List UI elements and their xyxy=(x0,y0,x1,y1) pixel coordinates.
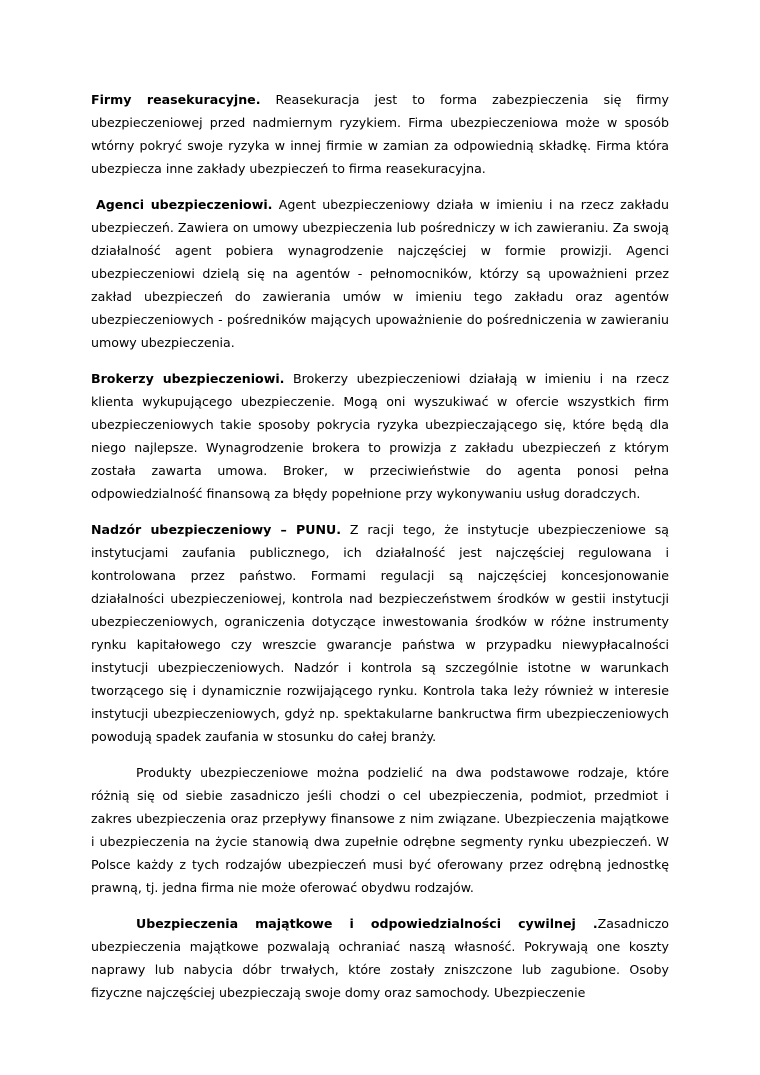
text-property-insurance: Zasadniczo ubezpieczenia majątkowe pozwalają ochraniać naszą własność. Pokrywają one koszty naprawy lub nabycia dóbr trwałych, które zostały zniszczone lub zagubione. Osoby fizyczne najczęściej ubezpieczają swoje domy oraz samochody. Ubezpieczenie xyxy=(91,916,669,1000)
paragraph-brokers xyxy=(91,367,669,505)
heading-supervision: Nadzór ubezpieczeniowy – PUNU. xyxy=(91,522,342,537)
heading-property-insurance: Ubezpieczenia majątkowe i odpowiedzialności cywilnej . xyxy=(136,916,598,931)
heading-reinsurance: Firmy reasekuracyjne. xyxy=(91,92,261,107)
text-supervision: Z racji tego, że instytucje ubezpieczeniowe są instytucjami zaufania publicznego, ich działalność jest najczęściej regulowana i kontrolowana przez państwo. Formami regulacji są najczęściej koncesjonowanie działalności ubezpieczeniowej, kontrola nad bezpieczeństwem środków w gestii instytucji ubezpieczeniowych, ograniczenia dotyczące inwestowania środków w różne instrumenty rynku kapitałowego czy wreszcie gwarancje państwa w przypadku niewypłacalności instytucji ubezpieczeniowych. Nadzór i kontrola są szczególnie istotne w warunkach tworzącego się i dynamicznie rozwijającego rynku. Kontrola taka leży również w interesie instytucji ubezpieczeniowych, gdyż np. spektakularne bankructwa firm ubezpieczeniowych powodują spadek zaufania w stosunku do całej branży. xyxy=(91,522,669,744)
paragraph-agents xyxy=(91,193,669,354)
paragraph-supervision xyxy=(91,518,669,748)
text-agents: Agent ubezpieczeniowy działa w imieniu i na rzecz zakładu ubezpieczeń. Zawiera on umowy ubezpieczenia lub pośredniczy w ich zawieraniu. Za swoją działalność agent pobiera wynagrodzenie najczęściej w formie prowizji. Agenci ubezpieczeniowi dzielą się na agentów - pełnomocników, którzy są upoważnieni przez zakład ubezpieczeń do zawierania umów w imieniu tego zakładu oraz agentów ubezpieczeniowych - pośredników mających upoważnienie do pośredniczenia w zawieraniu umowy ubezpieczenia. xyxy=(91,197,669,350)
heading-brokers: Brokerzy ubezpieczeniowi. xyxy=(91,371,285,386)
text-products: Produkty ubezpieczeniowe można podzielić na dwa podstawowe rodzaje, które różnią się od siebie zasadniczo jeśli chodzi o cel ubezpieczenia, podmiot, przedmiot i zakres ubezpieczenia oraz przepływy finansowe z nim związane. Ubezpieczenia majątkowe i ubezpieczenia na życie stanowią dwa zupełnie odrębne segmenty rynku ubezpieczeń. W Polsce każdy z tych rodzajów ubezpieczeń musi być oferowany przez odrębną jednostkę prawną, tj. jedna firma nie może oferować obydwu rodzajów. xyxy=(91,765,669,895)
paragraph-property-insurance xyxy=(91,912,669,1004)
text-brokers: Brokerzy ubezpieczeniowi działają w imieniu i na rzecz klienta wykupującego ubezpieczenie. Mogą oni wyszukiwać w ofercie wszystkich firm ubezpieczeniowych takie sposoby pokrycia ryzyka ubezpieczającego się, które będą dla niego najlepsze. Wynagrodzenie brokera to prowizja z zakładu ubezpieczeń z którym została zawarta umowa. Broker, w przeciwieństwie do agenta ponosi pełna odpowiedzialność finansową za błędy popełnione przy wykonywaniu usług doradczych. xyxy=(91,371,669,501)
paragraph-reinsurance xyxy=(91,88,669,180)
document-body xyxy=(91,88,669,1017)
paragraph-products xyxy=(91,761,669,899)
heading-agents: Agenci ubezpieczeniowi. xyxy=(96,197,273,212)
text-reinsurance: Reasekuracja jest to forma zabezpieczenia się firmy ubezpieczeniowej przed nadmiernym ryzykiem. Firma ubezpieczeniowa może w sposób wtórny pokryć swoje ryzyka w innej firmie w zamian za odpowiednią składkę. Firma która ubezpiecza inne zakłady ubezpieczeń to firma reasekuracyjna. xyxy=(91,92,669,176)
